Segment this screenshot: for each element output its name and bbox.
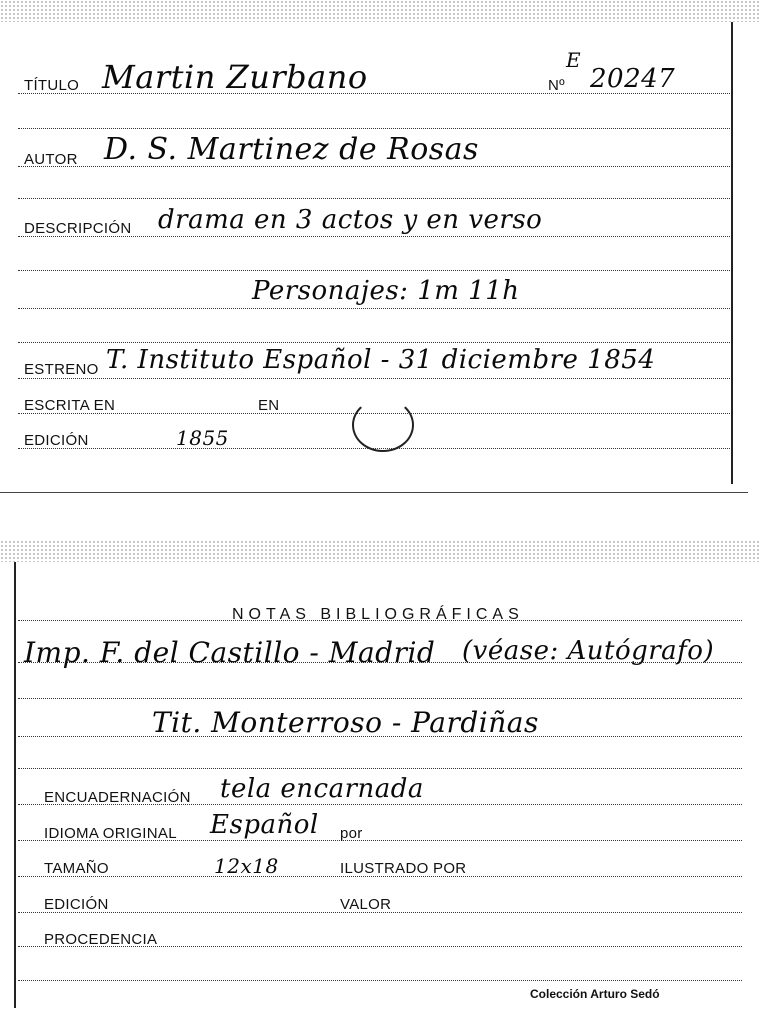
nota-line-2: Tit. Monterroso - Pardiñas	[152, 706, 539, 739]
rule-line	[18, 698, 742, 699]
titulo-value: Martin Zurbano	[102, 58, 368, 96]
autor-label: AUTOR	[24, 151, 78, 168]
tamano-value: 12x18	[214, 854, 279, 878]
punch-hole-mark	[352, 398, 414, 452]
nota-line-1-extra: (véase: Autógrafo)	[462, 636, 715, 666]
idioma-value: Español	[210, 810, 319, 840]
descripcion-value: drama en 3 actos y en verso	[158, 205, 543, 235]
titulo-label: TÍTULO	[24, 77, 80, 94]
rule-line	[18, 270, 730, 271]
numero-label: Nº	[548, 77, 565, 94]
encuadernacion-value: tela encarnada	[220, 774, 424, 804]
procedencia-label: PROCEDENCIA	[44, 931, 158, 948]
card-separator	[0, 492, 748, 493]
rule-line	[18, 378, 730, 379]
rule-line	[18, 128, 730, 129]
estreno-label: ESTRENO	[24, 361, 99, 378]
rule-line	[18, 308, 730, 309]
card-left-border	[14, 562, 16, 1008]
por-label: por	[340, 825, 363, 842]
card-top-edge	[0, 0, 759, 22]
autor-value: D. S. Martinez de Rosas	[104, 132, 479, 167]
descripcion-label: DESCRIPCIÓN	[24, 220, 132, 237]
escrita-en-label: ESCRITA EN	[24, 397, 116, 414]
nota-line-1: Imp. F. del Castillo - Madrid	[24, 636, 436, 669]
tamano-label: TAMAÑO	[44, 860, 109, 877]
en-label: EN	[258, 397, 280, 414]
rule-line	[18, 342, 730, 343]
idioma-label: IDIOMA ORIGINAL	[44, 825, 177, 842]
numero-value: 20247	[590, 64, 676, 94]
personajes-value: Personajes: 1m 11h	[252, 276, 520, 306]
edicion-label-bottom: EDICIÓN	[44, 896, 109, 913]
card-right-border	[731, 22, 733, 484]
numero-prefix: E	[566, 48, 582, 72]
card-bottom-edge	[0, 540, 759, 562]
collection-footer: Colección Arturo Sedó	[530, 987, 660, 1001]
valor-label: VALOR	[340, 896, 392, 913]
rule-line	[18, 768, 742, 769]
notas-heading: NOTAS BIBLIOGRÁFICAS	[232, 606, 524, 623]
edicion-value: 1855	[176, 426, 229, 450]
rule-line	[18, 980, 742, 981]
catalog-card-bottom	[0, 540, 759, 1008]
encuadernacion-label: ENCUADERNACIÓN	[44, 789, 191, 806]
ilustrado-label: ILUSTRADO POR	[340, 860, 467, 877]
estreno-value: T. Instituto Español - 31 diciembre 1854	[106, 345, 656, 375]
rule-line	[18, 198, 730, 199]
catalog-card-top	[0, 0, 759, 492]
edicion-label: EDICIÓN	[24, 432, 89, 449]
